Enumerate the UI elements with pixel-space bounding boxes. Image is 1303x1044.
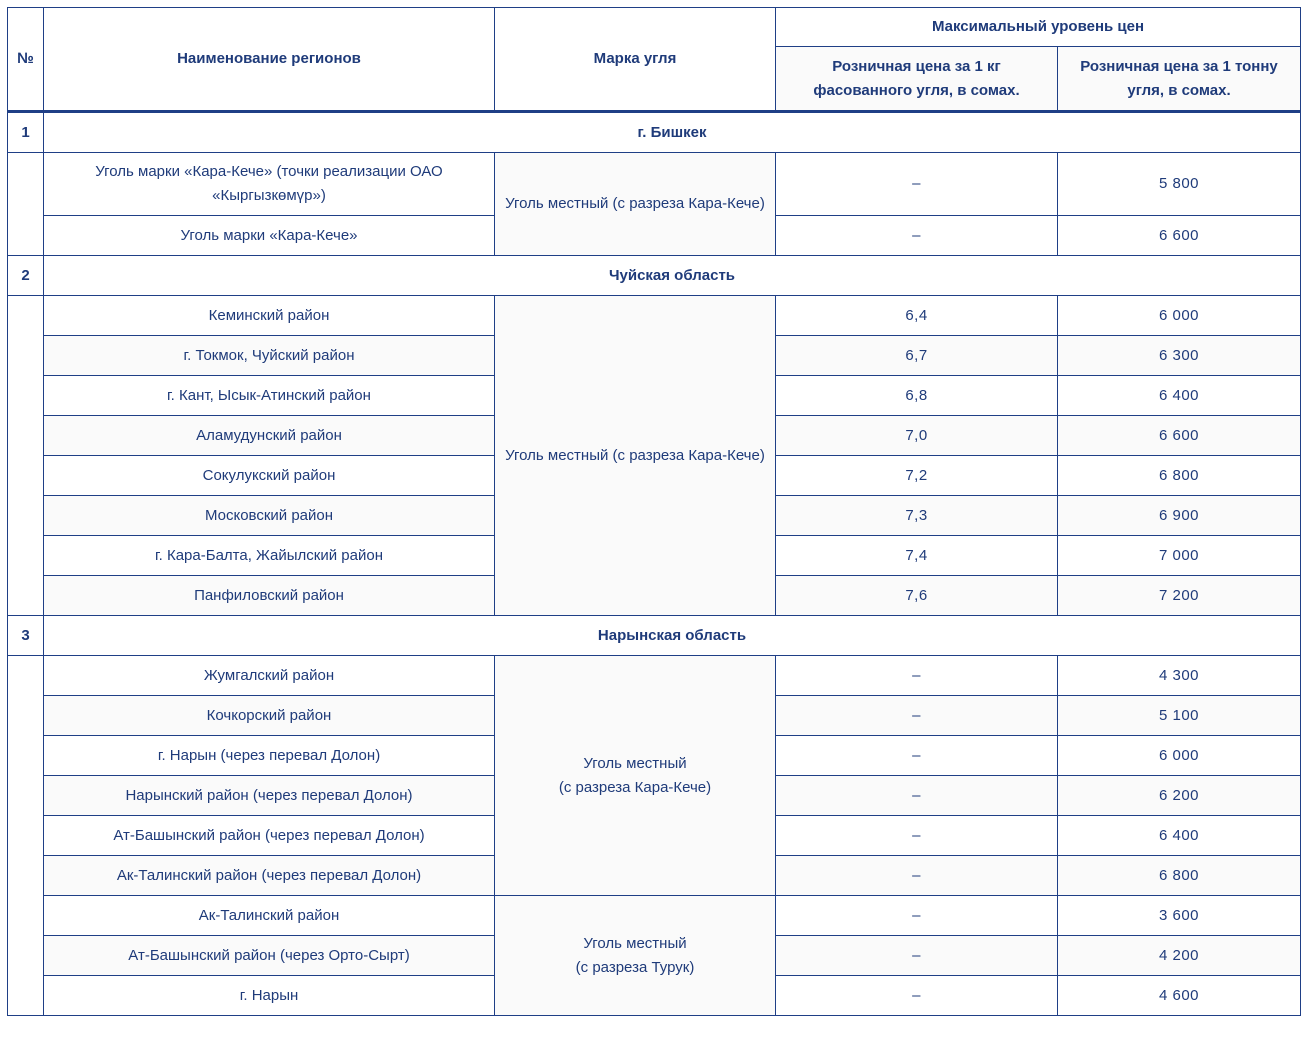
region-name: Кочкорский район: [44, 696, 495, 736]
price-per-ton: 6 400: [1058, 816, 1301, 856]
price-per-kg: –: [776, 856, 1058, 896]
header-max-price: Максимальный уровень цен: [776, 8, 1301, 47]
header-price-ton: Розничная цена за 1 тонну угля, в сомах.: [1058, 47, 1301, 112]
region-name: Панфиловский район: [44, 576, 495, 616]
region-name: Нарынский район (через перевал Долон): [44, 776, 495, 816]
price-per-kg: 6,8: [776, 376, 1058, 416]
price-per-ton: 6 800: [1058, 856, 1301, 896]
price-per-ton: 6 600: [1058, 216, 1301, 256]
price-per-ton: 3 600: [1058, 896, 1301, 936]
region-name: Жумгалский район: [44, 656, 495, 696]
price-per-kg: 7,6: [776, 576, 1058, 616]
price-per-kg: 7,3: [776, 496, 1058, 536]
region-name: Аламудунский район: [44, 416, 495, 456]
price-per-ton: 4 600: [1058, 976, 1301, 1016]
region-name: г. Кант, Ысык-Атинский район: [44, 376, 495, 416]
price-per-ton: 5 800: [1058, 153, 1301, 216]
section-row: [8, 256, 1301, 296]
number-spacer: [8, 656, 44, 1016]
region-name: Ак-Талинский район: [44, 896, 495, 936]
price-per-ton: 6 900: [1058, 496, 1301, 536]
region-name: Уголь марки «Кара-Кече»: [44, 216, 495, 256]
table-body: [8, 112, 1301, 1016]
section-title: г. Бишкек: [44, 112, 1301, 153]
section-number: 3: [8, 616, 44, 656]
price-per-ton: 6 200: [1058, 776, 1301, 816]
coal-brand: Уголь местный (с разреза Кара-Кече): [495, 153, 776, 256]
price-per-ton: 7 200: [1058, 576, 1301, 616]
price-per-ton: 6 400: [1058, 376, 1301, 416]
section-title: Чуйская область: [44, 256, 1301, 296]
coal-brand: Уголь местный (с разреза Кара-Кече): [495, 296, 776, 616]
number-spacer: [8, 296, 44, 616]
header-num: №: [8, 8, 44, 112]
region-name: г. Токмок, Чуйский район: [44, 336, 495, 376]
price-per-ton: 4 200: [1058, 936, 1301, 976]
price-per-kg: –: [776, 776, 1058, 816]
region-name: Сокулукский район: [44, 456, 495, 496]
table-row: [8, 656, 1301, 696]
region-name: Кеминский район: [44, 296, 495, 336]
table-row: [8, 896, 1301, 936]
coal-brand: Уголь местный (с разреза Кара-Кече): [495, 656, 776, 896]
price-per-ton: 6 600: [1058, 416, 1301, 456]
price-per-ton: 4 300: [1058, 656, 1301, 696]
header-region: Наименование регионов: [44, 8, 495, 112]
price-per-kg: –: [776, 656, 1058, 696]
price-per-ton: 6 000: [1058, 736, 1301, 776]
section-title: Нарынская область: [44, 616, 1301, 656]
section-number: 1: [8, 112, 44, 153]
region-name: Уголь марки «Кара-Кече» (точки реализации ОАО «Кыргызкөмүр»): [44, 153, 495, 216]
coal-price-table: [7, 7, 1301, 1016]
price-per-kg: –: [776, 936, 1058, 976]
price-per-kg: 6,4: [776, 296, 1058, 336]
price-per-ton: 6 800: [1058, 456, 1301, 496]
price-per-kg: –: [776, 696, 1058, 736]
table-row: [8, 296, 1301, 336]
region-name: Ак-Талинский район (через перевал Долон): [44, 856, 495, 896]
table-row: [8, 153, 1301, 216]
region-name: г. Нарын: [44, 976, 495, 1016]
number-spacer: [8, 153, 44, 256]
region-name: г. Кара-Балта, Жайылский район: [44, 536, 495, 576]
price-per-kg: –: [776, 896, 1058, 936]
table-header: [8, 8, 1301, 112]
coal-brand: Уголь местный (с разреза Турук): [495, 896, 776, 1016]
region-name: Московский район: [44, 496, 495, 536]
price-per-ton: 5 100: [1058, 696, 1301, 736]
region-name: г. Нарын (через перевал Долон): [44, 736, 495, 776]
price-table-container: [7, 7, 1301, 1016]
section-number: 2: [8, 256, 44, 296]
price-per-ton: 6 300: [1058, 336, 1301, 376]
price-per-kg: 6,7: [776, 336, 1058, 376]
section-row: [8, 616, 1301, 656]
header-price-kg: Розничная цена за 1 кг фасованного угля, в сомах.: [776, 47, 1058, 112]
price-per-kg: –: [776, 976, 1058, 1016]
price-per-ton: 6 000: [1058, 296, 1301, 336]
price-per-kg: –: [776, 216, 1058, 256]
price-per-kg: 7,2: [776, 456, 1058, 496]
price-per-kg: 7,0: [776, 416, 1058, 456]
price-per-kg: –: [776, 816, 1058, 856]
price-per-kg: –: [776, 736, 1058, 776]
section-row: [8, 112, 1301, 153]
region-name: Ат-Башынский район (через Орто-Сырт): [44, 936, 495, 976]
region-name: Ат-Башынский район (через перевал Долон): [44, 816, 495, 856]
price-per-kg: –: [776, 153, 1058, 216]
price-per-kg: 7,4: [776, 536, 1058, 576]
header-brand: Марка угля: [495, 8, 776, 112]
price-per-ton: 7 000: [1058, 536, 1301, 576]
